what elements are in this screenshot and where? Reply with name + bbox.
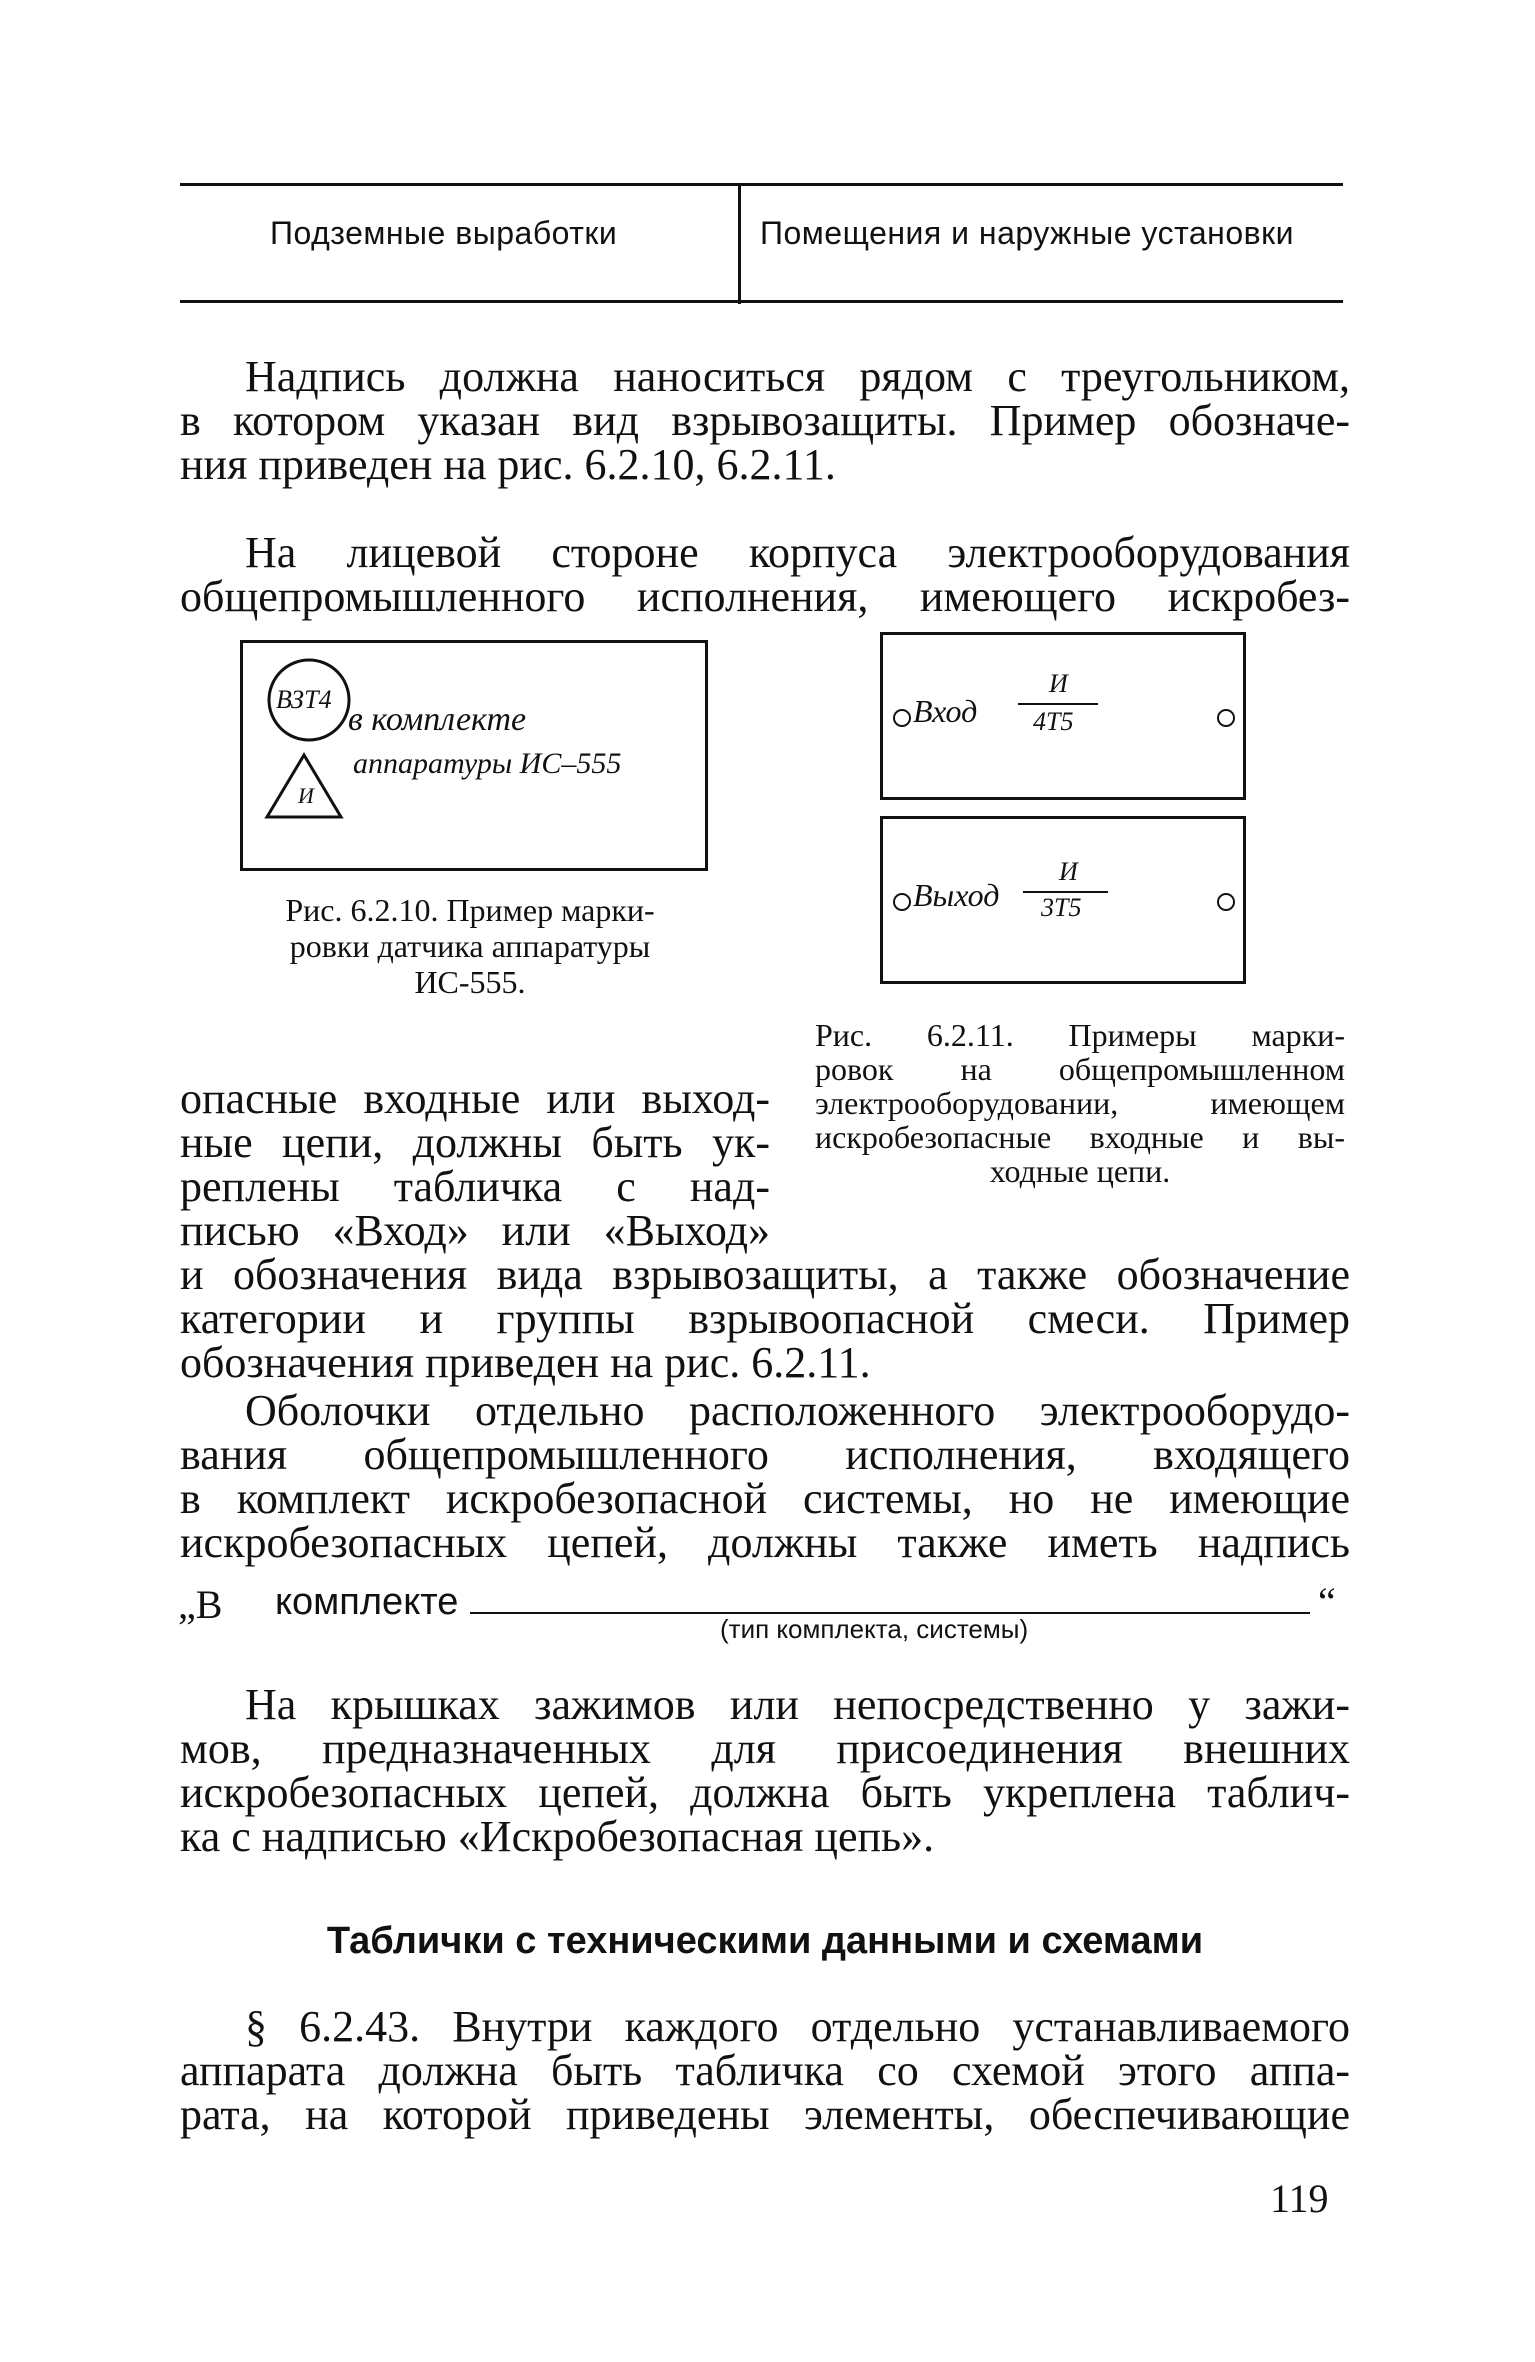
figure-caption: Рис. 6.2.11. Примеры марки- [815,1017,1345,1053]
header-divider [738,186,741,304]
text-line: искробезопасных цепей, должна быть укреплена таблич- [180,1768,1350,1817]
figure-caption: искробезопасные входные и вы- [815,1119,1345,1155]
triangle-mark-text: И [298,783,314,808]
figure-caption: ровки датчика аппаратуры [289,928,651,964]
text-line: ные цепи, должны быть ук- [180,1118,770,1167]
plate-input-label: Вход [913,693,978,729]
text-line: категории и группы взрывоопасной смеси. Пример [180,1294,1350,1343]
mount-hole-icon [1217,709,1235,727]
fill-in-close-quote: “ [1318,1579,1336,1624]
text-line: мов, предназначенных для присоединения внешних [180,1724,1350,1773]
text-line: реплены табличка с над- [180,1162,770,1211]
mount-hole-icon [893,709,911,727]
text-line: и обозначения вида взрывозащиты, а также обозначение [180,1250,1350,1299]
circle-mark-text: ВЗТ4 [276,685,332,714]
plate-output-numerator: И [1059,857,1078,886]
figure-caption: ИС-555. [414,964,526,1000]
header-col-underground: Подземные выработки [270,215,618,251]
text-line: ка с надписью «Искробезопасная цепь». [180,1812,935,1861]
header-top-rule [180,183,1343,186]
figure-caption: ровок на общепромышленном [815,1051,1345,1087]
text-line: общепромышленного исполнения, имеющего искробез- [180,572,1350,621]
page-number: 119 [1270,2176,1329,2221]
text-line: писью «Вход» или «Выход» [180,1206,770,1255]
text-line: вания общепромышленного исполнения, входящего [180,1430,1350,1479]
text-line: в котором указан вид взрывозащиты. Пример обозначе- [180,396,1350,445]
figure-caption: электрооборудовании, имеющем [815,1085,1345,1121]
text-line: § 6.2.43. Внутри каждого отдельно устанавливаемого [245,2002,1350,2051]
figure-6-2-10-plate [240,640,708,871]
text-line: Надпись должна наноситься рядом с треугольником, [245,352,1350,401]
text-line: искробезопасных цепей, должны также иметь надпись [180,1518,1350,1567]
plate-input-numerator: И [1049,669,1068,698]
figure-caption: Рис. 6.2.10. Пример марки- [285,892,655,928]
plate-text-line-2: аппаратуры ИС–555 [353,747,622,780]
text-line: рата, на которой приведены элементы, обеспечивающие [180,2090,1350,2139]
fraction-bar [1018,703,1098,705]
section-heading: Таблички с техническими данными и схемами [326,1920,1204,1962]
text-line: На крышках зажимов или непосредственно у зажи- [245,1680,1350,1729]
text-line: опасные входные или выход- [180,1074,770,1123]
plate-output-denominator: 3Т5 [1041,893,1082,922]
plate-output-label: Выход [913,877,1000,913]
text-line: в комплект искробезопасной системы, но не имеющие [180,1474,1350,1523]
mount-hole-icon [893,893,911,911]
header-col-premises: Помещения и наружные установки [760,215,1294,251]
mount-hole-icon [1217,893,1235,911]
figure-caption: ходные цепи. [989,1153,1171,1189]
text-line: ния приведен на рис. 6.2.10, 6.2.11. [180,440,836,489]
plate-input [880,632,1246,800]
text-line: обозначения приведен на рис. 6.2.11. [180,1338,871,1387]
text-line: На лицевой стороне корпуса электрооборудования [245,528,1350,577]
plate-text-line-1: в комплекте [348,701,527,738]
plate-output [880,816,1246,984]
text-line: аппарата должна быть табличка со схемой этого аппа- [180,2046,1350,2095]
fill-in-note: (тип комплекта, системы) [720,1614,1029,1644]
header-bottom-rule [180,300,1343,303]
plate-input-denominator: 4Т5 [1033,707,1074,736]
fill-in-word: комплекте [275,1581,459,1623]
text-line: Оболочки отдельно расположенного электрооборудо- [245,1386,1350,1435]
fill-in-open-quote: „В [178,1582,223,1627]
